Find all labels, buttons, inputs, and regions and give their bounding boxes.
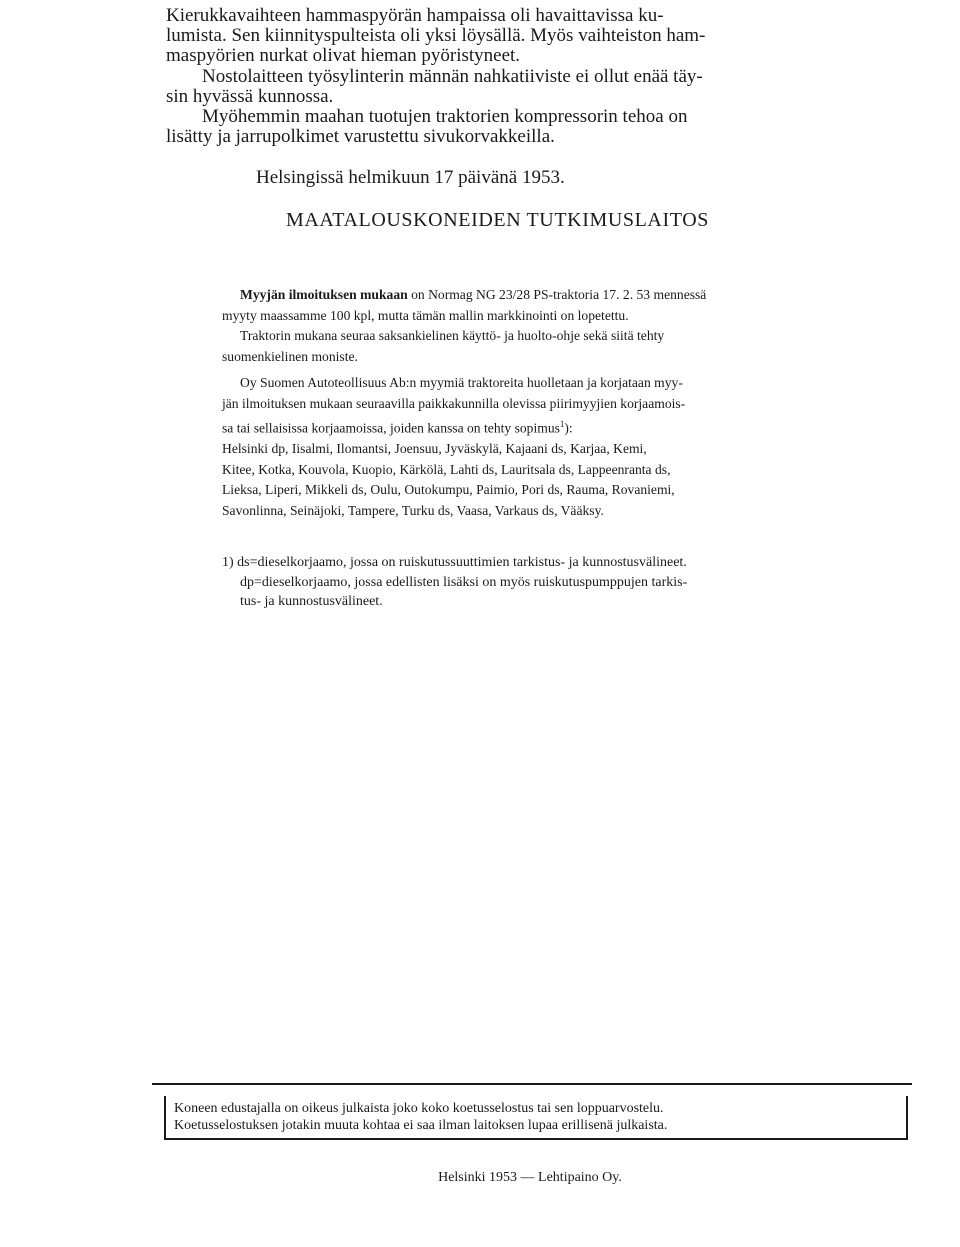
body-line: Oy Suomen Autoteollisuus Ab:n myymiä traktoreita huolletaan ja korjataan myy- <box>240 375 683 390</box>
intro-line: maspyörien nurkat olivat hieman pyöristyneet. <box>166 45 521 67</box>
divider-rule <box>152 1083 912 1085</box>
intro-line: Myöhemmin maahan tuotujen traktorien kompressorin tehoa on <box>202 106 688 128</box>
intro-line: Kierukkavaihteen hammaspyörän hampaissa oli havaittavissa ku- <box>166 5 664 26</box>
intro-line: lisätty ja jarrupolkimet varustettu sivukorvakkeilla. <box>166 126 555 148</box>
notice-text: suomenkielinen moniste. <box>222 348 358 364</box>
body-line: jän ilmoituksen mukaan seuraavilla paikkakunnilla olevissa piirimyyjien korjaamois- <box>222 395 686 411</box>
notice-text: myyty maassamme 100 kpl, mutta tämän mallin markkinointi on lopetettu. <box>222 307 629 323</box>
intro-paragraph <box>166 6 705 147</box>
rights-notice-box <box>164 1096 908 1140</box>
date-line: Helsingissä helmikuun 17 päivänä 1953. <box>256 167 565 188</box>
city-line: Savonlinna, Seinäjoki, Tampere, Turku ds, Vaasa, Varkaus ds, Vääksy. <box>222 502 604 518</box>
footnote-text: dp=dieselkorjaamo, jossa edellisten lisäksi on myös ruiskutuspumppujen tarkis- <box>240 574 688 590</box>
city-line: Kitee, Kotka, Kouvola, Kuopio, Kärkölä, Lahti ds, Lauritsala ds, Lappeenranta ds, <box>222 461 671 477</box>
notice-lead: Myyjän ilmoituksen mukaan <box>240 287 408 302</box>
intro-line: Nostolaitteen työsylinterin männän nahkatiiviste ei ollut enää täy- <box>202 65 703 87</box>
rights-notice-line: Koetusselostuksen jotakin muuta kohtaa ei saa ilman laitoksen lupaa erillisenä julkaista. <box>174 1118 668 1133</box>
notice-text: on Normag NG 23/28 PS-traktoria 17. 2. 53 mennessä <box>411 287 707 302</box>
seller-notice <box>222 285 706 367</box>
body-line-end: ): <box>564 420 573 436</box>
notice-text: Traktorin mukana seuraa saksankielinen käyttö- ja huolto-ohje sekä siitä tehty <box>240 328 665 343</box>
printer-line: Helsinki 1953 — Lehtipaino Oy. <box>438 1170 622 1185</box>
intro-line: lumista. Sen kiinnityspulteista oli yksi löysällä. Myös vaihteiston ham- <box>166 25 706 47</box>
body-line: sa tai sellaisissa korjaamoissa, joiden kanssa on tehty sopimus <box>222 420 560 436</box>
city-line: Lieksa, Liperi, Mikkeli ds, Oulu, Outokumpu, Paimio, Pori ds, Rauma, Rovaniemi, <box>222 482 675 498</box>
institute-name: MAATALOUSKONEIDEN TUTKIMUSLAITOS <box>286 209 709 231</box>
footnote <box>222 553 687 612</box>
footnote-marker: 1) <box>222 555 234 570</box>
footnote-text: tus- ja kunnostusvälineet. <box>240 594 383 609</box>
city-line: Helsinki dp, Iisalmi, Ilomantsi, Joensuu, Jyväskylä, Kajaani ds, Karjaa, Kemi, <box>222 441 647 457</box>
footnote-ref: 1 <box>559 419 565 429</box>
rights-notice-line: Koneen edustajalla on oikeus julkaista joko koko koetusselostus tai sen loppuarvostelu. <box>174 1101 664 1116</box>
intro-line: sin hyvässä kunnossa. <box>166 85 334 107</box>
footnote-text: ds=dieselkorjaamo, jossa on ruiskutussuuttimien tarkistus- ja kunnostusvälineet. <box>237 555 687 570</box>
service-paragraph <box>222 373 685 521</box>
